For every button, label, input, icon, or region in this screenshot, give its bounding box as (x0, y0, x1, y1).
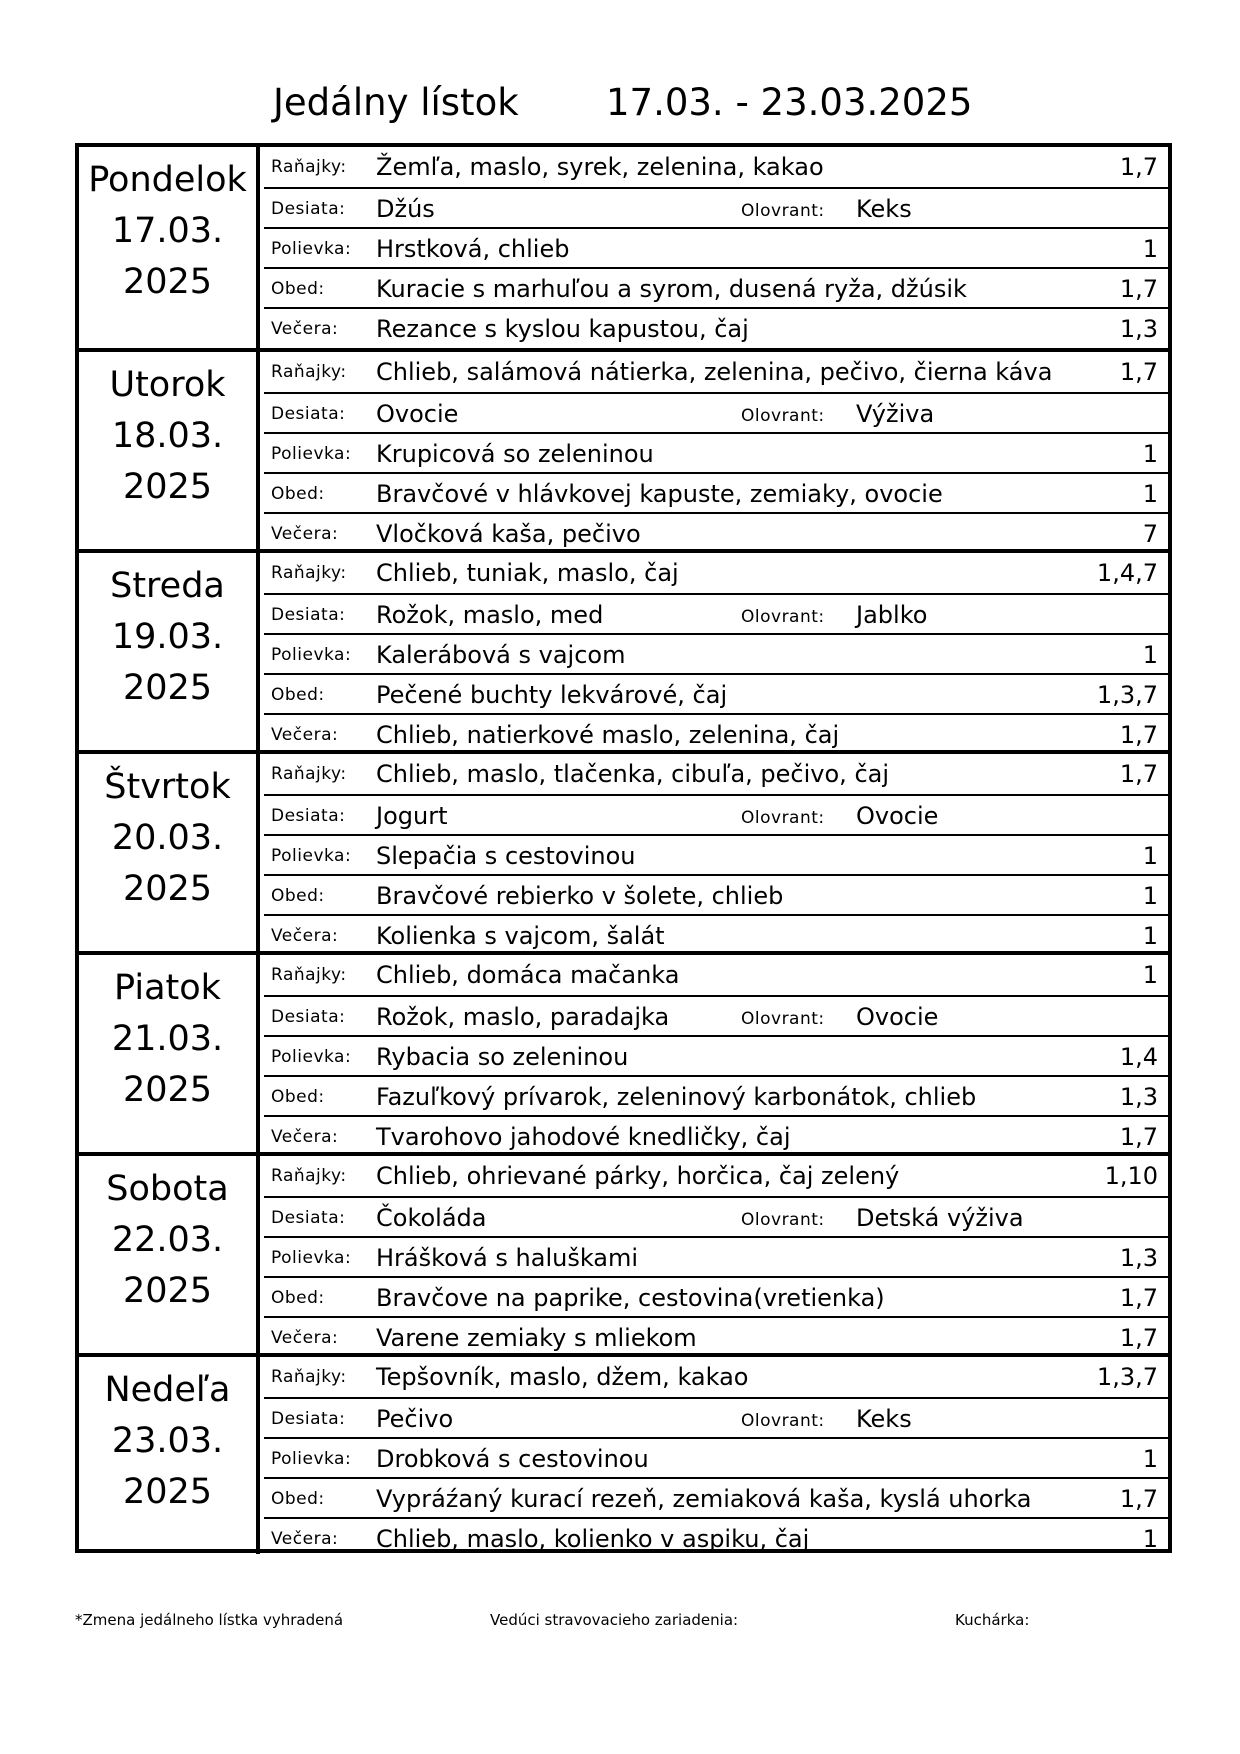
allergens-obed: 1 (1142, 882, 1158, 910)
allergens-ranajky: 1 (1142, 961, 1158, 989)
meal-label-obed: Obed: (271, 685, 325, 705)
meal-row-vecera (264, 713, 1168, 754)
meal-row-polievka (264, 1035, 1168, 1075)
meal-label-obed: Obed: (271, 1087, 325, 1107)
meal-label-desiata: Desiata: (271, 404, 346, 424)
meal-dish-polievka: Kalerábová s vajcom (376, 641, 626, 669)
allergens-obed: 1,7 (1119, 1284, 1158, 1312)
meal-dish-ranajky: Chlieb, ohrievané párky, horčica, čaj zelený (376, 1162, 900, 1190)
meal-label-desiata: Desiata: (271, 1007, 346, 1027)
day-year: 2025 (122, 668, 213, 708)
allergens-vecera: 1 (1142, 922, 1158, 950)
allergens-vecera: 1,7 (1119, 1324, 1158, 1352)
meal-label-ranajky: Raňajky: (271, 965, 347, 985)
meal-dish-ranajky: Chlieb, domáca mačanka (376, 961, 680, 989)
meal-row-obed (264, 874, 1168, 914)
meals-column (264, 1357, 1168, 1554)
meal-row-ranajky (264, 754, 1168, 794)
date-range: 17.03. - 23.03.2025 (606, 81, 973, 124)
day-block-6 (79, 1353, 1168, 1554)
allergens-obed: 1,7 (1119, 275, 1158, 303)
meal-row-vecera (264, 512, 1168, 553)
meal-label-obed: Obed: (271, 1489, 325, 1509)
meal-row-polievka (264, 1236, 1168, 1276)
meal-dish-ranajky: Tepšovník, maslo, džem, kakao (376, 1363, 749, 1391)
meal-row-ranajky (264, 553, 1168, 593)
meal-label-desiata: Desiata: (271, 1208, 346, 1228)
meal-dish-ranajky: Žemľa, maslo, syrek, zelenina, kakao (376, 153, 824, 181)
meal-label-ranajky: Raňajky: (271, 563, 347, 583)
meal-row-polievka (264, 227, 1168, 267)
day-name: Štvrtok (104, 767, 231, 807)
meal-label-olovrant: Olovrant: (741, 1411, 825, 1431)
meal-row-obed (264, 673, 1168, 713)
allergens-vecera: 1,7 (1119, 721, 1158, 749)
allergens-polievka: 1 (1142, 440, 1158, 468)
cook-signature-label: Kuchárka: (955, 1611, 1030, 1629)
day-year: 2025 (122, 1472, 213, 1512)
day-date: 21.03. (111, 1019, 224, 1059)
allergens-vecera: 1,7 (1119, 1123, 1158, 1151)
meal-label-polievka: Polievka: (271, 239, 352, 259)
meal-label-polievka: Polievka: (271, 1047, 352, 1067)
day-year: 2025 (122, 869, 213, 909)
meal-row-vecera (264, 307, 1168, 348)
meal-row-ranajky (264, 352, 1168, 392)
day-name-cell (79, 352, 260, 549)
allergens-polievka: 1,4 (1119, 1043, 1158, 1071)
meal-row-obed (264, 472, 1168, 512)
meal-label-vecera: Večera: (271, 524, 339, 544)
meal-dish-vecera: Kolienka s vajcom, šalát (376, 922, 665, 950)
day-block-5 (79, 1152, 1168, 1353)
day-name-cell (79, 1156, 260, 1353)
meal-row-obed (264, 1477, 1168, 1517)
day-date: 23.03. (111, 1421, 224, 1461)
allergens-vecera: 7 (1142, 520, 1158, 548)
allergens-obed: 1 (1142, 480, 1158, 508)
meal-row-vecera (264, 1316, 1168, 1357)
meal-label-ranajky: Raňajky: (271, 1166, 347, 1186)
meal-row-desiata (264, 1397, 1168, 1437)
day-date: 22.03. (111, 1220, 224, 1260)
meal-label-polievka: Polievka: (271, 645, 352, 665)
meal-row-vecera (264, 1115, 1168, 1156)
day-name: Piatok (114, 968, 221, 1008)
allergens-ranajky: 1,4,7 (1096, 559, 1158, 587)
meal-row-obed (264, 1276, 1168, 1316)
allergens-vecera: 1 (1142, 1525, 1158, 1553)
day-name: Utorok (109, 365, 226, 405)
day-year: 2025 (122, 1271, 213, 1311)
meal-label-vecera: Večera: (271, 926, 339, 946)
change-note: *Zmena jedálneho lístka vyhradená (75, 1611, 344, 1629)
meal-row-obed (264, 267, 1168, 307)
meal-dish-polievka: Hrstková, chlieb (376, 235, 570, 263)
day-name-cell (79, 553, 260, 750)
meal-label-desiata: Desiata: (271, 806, 346, 826)
meals-column (264, 553, 1168, 750)
meal-label-olovrant: Olovrant: (741, 607, 825, 627)
allergens-polievka: 1 (1142, 641, 1158, 669)
meal-dish-polievka: Slepačia s cestovinou (376, 842, 636, 870)
meal-label-vecera: Večera: (271, 1529, 339, 1549)
allergens-polievka: 1 (1142, 235, 1158, 263)
day-block-2 (79, 549, 1168, 750)
page-title: Jedálny lístok (273, 81, 519, 124)
meal-label-olovrant: Olovrant: (741, 201, 825, 221)
page-header (0, 78, 1240, 128)
allergens-vecera: 1,3 (1119, 315, 1158, 343)
allergens-ranajky: 1,7 (1119, 358, 1158, 386)
meal-label-polievka: Polievka: (271, 846, 352, 866)
manager-signature-label: Vedúci stravovacieho zariadenia: (490, 1611, 739, 1629)
meal-row-desiata (264, 392, 1168, 432)
meal-dish-desiata: Pečivo (376, 1405, 454, 1433)
meal-row-desiata (264, 794, 1168, 834)
meal-row-desiata (264, 187, 1168, 227)
meal-dish-desiata: Čokoláda (376, 1204, 487, 1232)
day-year: 2025 (122, 467, 213, 507)
allergens-ranajky: 1,7 (1119, 153, 1158, 181)
meal-dish-olovrant: Jablko (856, 601, 928, 629)
meal-label-olovrant: Olovrant: (741, 1009, 825, 1029)
allergens-obed: 1,3,7 (1096, 681, 1158, 709)
allergens-ranajky: 1,3,7 (1096, 1363, 1158, 1391)
allergens-ranajky: 1,7 (1119, 760, 1158, 788)
footer (0, 1605, 1240, 1635)
day-block-1 (79, 348, 1168, 549)
meal-label-obed: Obed: (271, 886, 325, 906)
meal-row-obed (264, 1075, 1168, 1115)
meal-dish-olovrant: Ovocie (856, 1003, 939, 1031)
day-name-cell (79, 955, 260, 1152)
day-name: Sobota (106, 1169, 229, 1209)
meal-dish-polievka: Rybacia so zeleninou (376, 1043, 629, 1071)
meal-label-obed: Obed: (271, 484, 325, 504)
meal-label-desiata: Desiata: (271, 605, 346, 625)
meal-dish-vecera: Vločková kaša, pečivo (376, 520, 641, 548)
allergens-obed: 1,3 (1119, 1083, 1158, 1111)
meal-label-obed: Obed: (271, 1288, 325, 1308)
meal-label-ranajky: Raňajky: (271, 157, 347, 177)
meal-dish-obed: Bravčové v hlávkovej kapuste, zemiaky, ovocie (376, 480, 943, 508)
meal-label-obed: Obed: (271, 279, 325, 299)
meal-label-ranajky: Raňajky: (271, 362, 347, 382)
meals-column (264, 754, 1168, 951)
day-date: 18.03. (111, 416, 224, 456)
meal-row-vecera (264, 1517, 1168, 1558)
meal-dish-obed: Fazuľkový prívarok, zeleninový karbonátok, chlieb (376, 1083, 977, 1111)
meal-row-ranajky (264, 1357, 1168, 1397)
meal-row-vecera (264, 914, 1168, 955)
meal-label-desiata: Desiata: (271, 1409, 346, 1429)
meals-column (264, 1156, 1168, 1353)
meal-label-olovrant: Olovrant: (741, 808, 825, 828)
meal-dish-vecera: Tvarohovo jahodové knedličky, čaj (376, 1123, 791, 1151)
meal-label-polievka: Polievka: (271, 1248, 352, 1268)
day-name: Pondelok (88, 160, 247, 200)
meal-label-desiata: Desiata: (271, 199, 346, 219)
day-block-0 (79, 147, 1168, 348)
meal-label-vecera: Večera: (271, 725, 339, 745)
meal-dish-vecera: Varene zemiaky s mliekom (376, 1324, 697, 1352)
meal-dish-desiata: Jogurt (376, 802, 448, 830)
meal-dish-ranajky: Chlieb, tuniak, maslo, čaj (376, 559, 679, 587)
meal-row-ranajky (264, 1156, 1168, 1196)
meals-column (264, 955, 1168, 1152)
meal-dish-vecera: Chlieb, natierkové maslo, zelenina, čaj (376, 721, 840, 749)
meal-row-ranajky (264, 955, 1168, 995)
meal-dish-desiata: Rožok, maslo, paradajka (376, 1003, 670, 1031)
meal-dish-olovrant: Výživa (856, 400, 935, 428)
allergens-polievka: 1 (1142, 842, 1158, 870)
meal-row-polievka (264, 633, 1168, 673)
meal-label-polievka: Polievka: (271, 444, 352, 464)
meal-dish-polievka: Hrášková s haluškami (376, 1244, 639, 1272)
meal-label-vecera: Večera: (271, 319, 339, 339)
day-name: Nedeľa (104, 1370, 231, 1410)
allergens-obed: 1,7 (1119, 1485, 1158, 1513)
meal-dish-obed: Kuracie s marhuľou a syrom, dusená ryža, džúsik (376, 275, 967, 303)
meal-row-polievka (264, 834, 1168, 874)
meal-dish-olovrant: Detská výživa (856, 1204, 1024, 1232)
meal-row-polievka (264, 1437, 1168, 1477)
meal-dish-ranajky: Chlieb, maslo, tlačenka, cibuľa, pečivo, čaj (376, 760, 890, 788)
meal-row-desiata (264, 995, 1168, 1035)
day-name-cell (79, 754, 260, 951)
meal-dish-vecera: Rezance s kyslou kapustou, čaj (376, 315, 749, 343)
meal-label-vecera: Večera: (271, 1328, 339, 1348)
meal-dish-obed: Pečené buchty lekvárové, čaj (376, 681, 728, 709)
meal-label-ranajky: Raňajky: (271, 1367, 347, 1387)
meals-column (264, 147, 1168, 348)
meal-dish-olovrant: Ovocie (856, 802, 939, 830)
meal-label-olovrant: Olovrant: (741, 1210, 825, 1230)
meal-row-ranajky (264, 147, 1168, 187)
day-name: Streda (110, 566, 225, 606)
day-date: 17.03. (111, 211, 224, 251)
meal-row-polievka (264, 432, 1168, 472)
day-block-4 (79, 951, 1168, 1152)
meal-dish-desiata: Ovocie (376, 400, 459, 428)
day-name-cell (79, 147, 260, 348)
meal-dish-olovrant: Keks (856, 1405, 912, 1433)
meal-dish-desiata: Džús (376, 195, 435, 223)
meal-label-olovrant: Olovrant: (741, 406, 825, 426)
day-date: 20.03. (111, 818, 224, 858)
meal-dish-ranajky: Chlieb, salámová nátierka, zelenina, pečivo, čierna káva (376, 358, 1053, 386)
meal-dish-vecera: Chlieb, maslo, kolienko v aspiku, čaj (376, 1525, 810, 1553)
meal-row-desiata (264, 593, 1168, 633)
day-date: 19.03. (111, 617, 224, 657)
meal-dish-polievka: Drobková s cestovinou (376, 1445, 649, 1473)
meal-dish-desiata: Rožok, maslo, med (376, 601, 604, 629)
meal-label-vecera: Večera: (271, 1127, 339, 1147)
allergens-polievka: 1 (1142, 1445, 1158, 1473)
meal-dish-polievka: Krupicová so zeleninou (376, 440, 654, 468)
meal-dish-obed: Vypráźaný kurací rezeň, zemiaková kaša, kyslá uhorka (376, 1485, 1032, 1513)
meal-label-polievka: Polievka: (271, 1449, 352, 1469)
allergens-polievka: 1,3 (1119, 1244, 1158, 1272)
allergens-ranajky: 1,10 (1104, 1162, 1158, 1190)
meals-column (264, 352, 1168, 549)
day-name-cell (79, 1357, 260, 1554)
meal-dish-obed: Bravčové rebierko v šolete, chlieb (376, 882, 784, 910)
day-year: 2025 (122, 1070, 213, 1110)
meal-label-ranajky: Raňajky: (271, 764, 347, 784)
meal-dish-obed: Bravčove na paprike, cestovina(vretienka) (376, 1284, 885, 1312)
menu-table (75, 143, 1172, 1553)
meal-dish-olovrant: Keks (856, 195, 912, 223)
day-year: 2025 (122, 262, 213, 302)
meal-row-desiata (264, 1196, 1168, 1236)
day-block-3 (79, 750, 1168, 951)
